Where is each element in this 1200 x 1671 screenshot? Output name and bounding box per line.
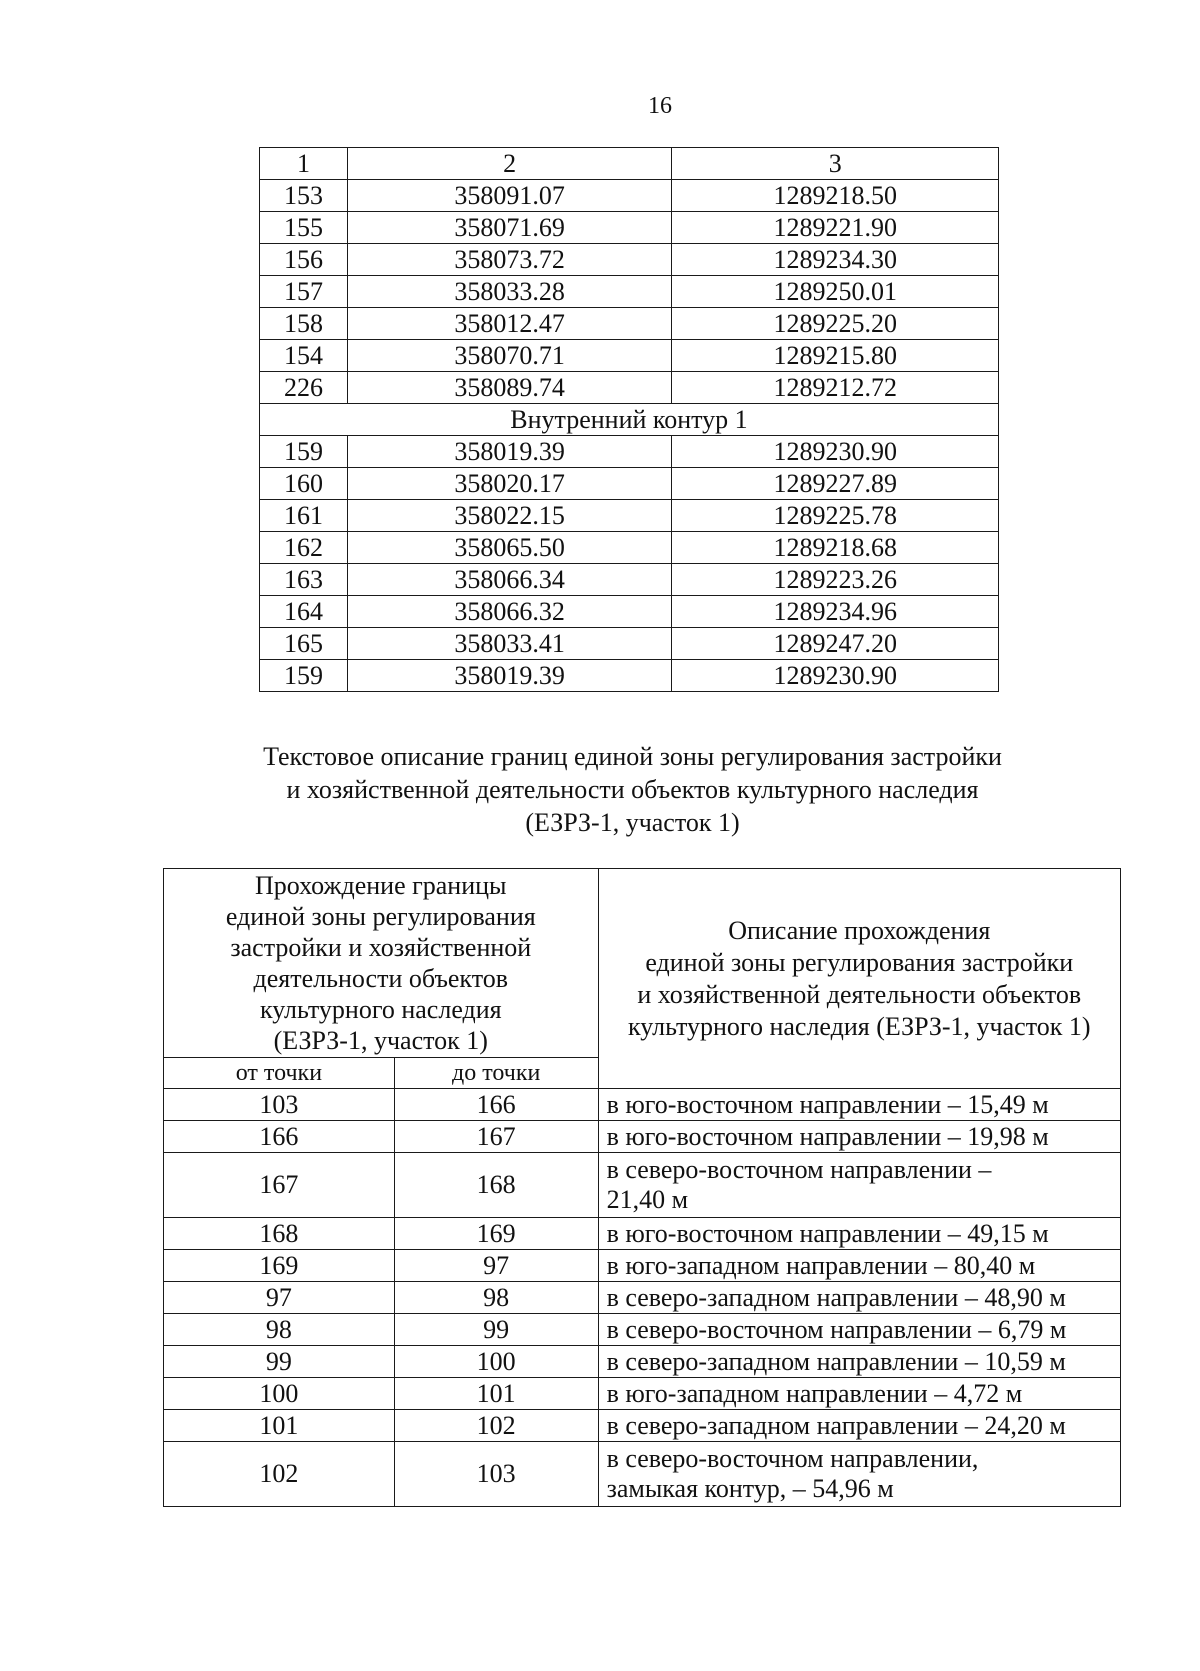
- to-point: 100: [394, 1346, 598, 1378]
- coordinate-x: 358089.74: [347, 372, 672, 404]
- point-number: 162: [260, 532, 348, 564]
- point-number: 160: [260, 468, 348, 500]
- coordinate-y: 1289230.90: [672, 660, 999, 692]
- to-point: 102: [394, 1410, 598, 1442]
- coordinate-y: 1289225.78: [672, 500, 999, 532]
- table-row: [260, 532, 999, 564]
- direction-description: в северо-западном направлении – 10,59 м: [598, 1346, 1120, 1378]
- from-point: 99: [164, 1346, 395, 1378]
- header-line: и хозяйственной деятельности объектов: [637, 979, 1082, 1009]
- coordinate-x: 358070.71: [347, 340, 672, 372]
- point-number: 159: [260, 436, 348, 468]
- table-row: [260, 564, 999, 596]
- from-point: 102: [164, 1442, 395, 1507]
- table-row: [260, 596, 999, 628]
- point-number: 154: [260, 340, 348, 372]
- point-number: 157: [260, 276, 348, 308]
- coordinates-table: [259, 147, 999, 692]
- coordinate-y: 1289215.80: [672, 340, 999, 372]
- column-header: 2: [347, 148, 672, 180]
- from-point: 169: [164, 1250, 395, 1282]
- table-row: [164, 1282, 1121, 1314]
- from-point: 98: [164, 1314, 395, 1346]
- from-point: 167: [164, 1153, 395, 1218]
- table-row: [260, 436, 999, 468]
- coordinate-y: 1289218.50: [672, 180, 999, 212]
- header-line: Прохождение границы: [255, 871, 507, 900]
- description-header: [598, 869, 1120, 1089]
- table-row: [260, 244, 999, 276]
- coordinate-y: 1289230.90: [672, 436, 999, 468]
- header-line: единой зоны регулирования: [225, 902, 536, 931]
- coordinate-x: 358033.41: [347, 628, 672, 660]
- to-point: 97: [394, 1250, 598, 1282]
- boundary-description-table: [163, 868, 1121, 1507]
- to-point: 168: [394, 1153, 598, 1218]
- coordinate-y: 1289223.26: [672, 564, 999, 596]
- table-row: [164, 1121, 1121, 1153]
- point-number: 156: [260, 244, 348, 276]
- from-point: 100: [164, 1378, 395, 1410]
- table-row: [164, 1346, 1121, 1378]
- coordinate-x: 358073.72: [347, 244, 672, 276]
- point-number: 153: [260, 180, 348, 212]
- table-row: [260, 372, 999, 404]
- caption-line: Текстовое описание границ единой зоны регулирования застройки: [263, 742, 1002, 771]
- table-row: [260, 500, 999, 532]
- table-row: [164, 1250, 1121, 1282]
- header-line: застройки и хозяйственной: [230, 933, 532, 962]
- coordinate-y: 1289218.68: [672, 532, 999, 564]
- section-caption: [0, 740, 1200, 839]
- table-row: [164, 1153, 1121, 1218]
- table-row: [164, 1378, 1121, 1410]
- column-header: 1: [260, 148, 348, 180]
- to-point: 103: [394, 1442, 598, 1507]
- point-number: 155: [260, 212, 348, 244]
- table-row: [164, 1442, 1121, 1507]
- column-header: 3: [672, 148, 999, 180]
- direction-description: в северо-восточном направлении, замыкая контур, – 54,96 м: [598, 1442, 1120, 1507]
- table-row: [260, 468, 999, 500]
- from-point: 101: [164, 1410, 395, 1442]
- coordinate-x: 358071.69: [347, 212, 672, 244]
- coordinate-x: 358066.32: [347, 596, 672, 628]
- to-point: 98: [394, 1282, 598, 1314]
- coordinate-x: 358033.28: [347, 276, 672, 308]
- inner-contour-label: Внутренний контур 1: [260, 404, 999, 436]
- table-row: [260, 660, 999, 692]
- coordinate-x: 358066.34: [347, 564, 672, 596]
- direction-description: в юго-западном направлении – 4,72 м: [598, 1378, 1120, 1410]
- to-point: 167: [394, 1121, 598, 1153]
- point-number: 226: [260, 372, 348, 404]
- header-line: культурного наследия (ЕЗРЗ-1, участок 1): [628, 1011, 1091, 1041]
- coordinate-x: 358065.50: [347, 532, 672, 564]
- boundary-passage-header: [164, 869, 599, 1058]
- table-row: [260, 340, 999, 372]
- point-number: 165: [260, 628, 348, 660]
- table-row: [164, 1314, 1121, 1346]
- header-line: Описание прохождения: [728, 915, 991, 945]
- from-point: 103: [164, 1089, 395, 1121]
- caption-line: (ЕЗРЗ-1, участок 1): [525, 808, 740, 837]
- coordinate-y: 1289250.01: [672, 276, 999, 308]
- table-row: [260, 628, 999, 660]
- coordinate-x: 358019.39: [347, 660, 672, 692]
- coordinate-y: 1289234.96: [672, 596, 999, 628]
- to-point: 169: [394, 1218, 598, 1250]
- direction-description: в северо-восточном направлении – 6,79 м: [598, 1314, 1120, 1346]
- point-number: 164: [260, 596, 348, 628]
- header-line: (ЕЗРЗ-1, участок 1): [273, 1026, 488, 1055]
- coordinate-y: 1289227.89: [672, 468, 999, 500]
- to-point: 99: [394, 1314, 598, 1346]
- coordinate-x: 358020.17: [347, 468, 672, 500]
- coordinate-y: 1289247.20: [672, 628, 999, 660]
- section-row: [260, 404, 999, 436]
- from-point-header: от точки: [164, 1058, 395, 1089]
- coordinate-x: 358019.39: [347, 436, 672, 468]
- table-row: [164, 1410, 1121, 1442]
- coordinate-y: 1289225.20: [672, 308, 999, 340]
- header-line: единой зоны регулирования застройки: [645, 947, 1074, 977]
- from-point: 166: [164, 1121, 395, 1153]
- table-row: [164, 1089, 1121, 1121]
- page-number: 16: [648, 93, 672, 119]
- direction-description: в юго-западном направлении – 80,40 м: [598, 1250, 1120, 1282]
- coordinate-x: 358091.07: [347, 180, 672, 212]
- coordinate-x: 358012.47: [347, 308, 672, 340]
- table-row: [260, 212, 999, 244]
- point-number: 161: [260, 500, 348, 532]
- direction-description: в юго-восточном направлении – 49,15 м: [598, 1218, 1120, 1250]
- coordinate-y: 1289234.30: [672, 244, 999, 276]
- table-row: [260, 276, 999, 308]
- table-row: [260, 180, 999, 212]
- direction-description: в северо-западном направлении – 24,20 м: [598, 1410, 1120, 1442]
- direction-description: в юго-восточном направлении – 15,49 м: [598, 1089, 1120, 1121]
- direction-description: в северо-восточном направлении – 21,40 м: [598, 1153, 1120, 1218]
- table-header-row: [164, 869, 1121, 1058]
- coordinate-x: 358022.15: [347, 500, 672, 532]
- header-line: деятельности объектов: [253, 964, 509, 993]
- direction-description: в юго-восточном направлении – 19,98 м: [598, 1121, 1120, 1153]
- table-row: [164, 1218, 1121, 1250]
- coordinate-y: 1289221.90: [672, 212, 999, 244]
- from-point: 168: [164, 1218, 395, 1250]
- to-point: 101: [394, 1378, 598, 1410]
- table-header-row: [260, 148, 999, 180]
- point-number: 163: [260, 564, 348, 596]
- direction-description: в северо-западном направлении – 48,90 м: [598, 1282, 1120, 1314]
- point-number: 158: [260, 308, 348, 340]
- to-point-header: до точки: [394, 1058, 598, 1089]
- coordinate-y: 1289212.72: [672, 372, 999, 404]
- point-number: 159: [260, 660, 348, 692]
- caption-line: и хозяйственной деятельности объектов культурного наследия: [286, 775, 979, 804]
- header-line: культурного наследия: [259, 995, 502, 1024]
- from-point: 97: [164, 1282, 395, 1314]
- to-point: 166: [394, 1089, 598, 1121]
- table-row: [260, 308, 999, 340]
